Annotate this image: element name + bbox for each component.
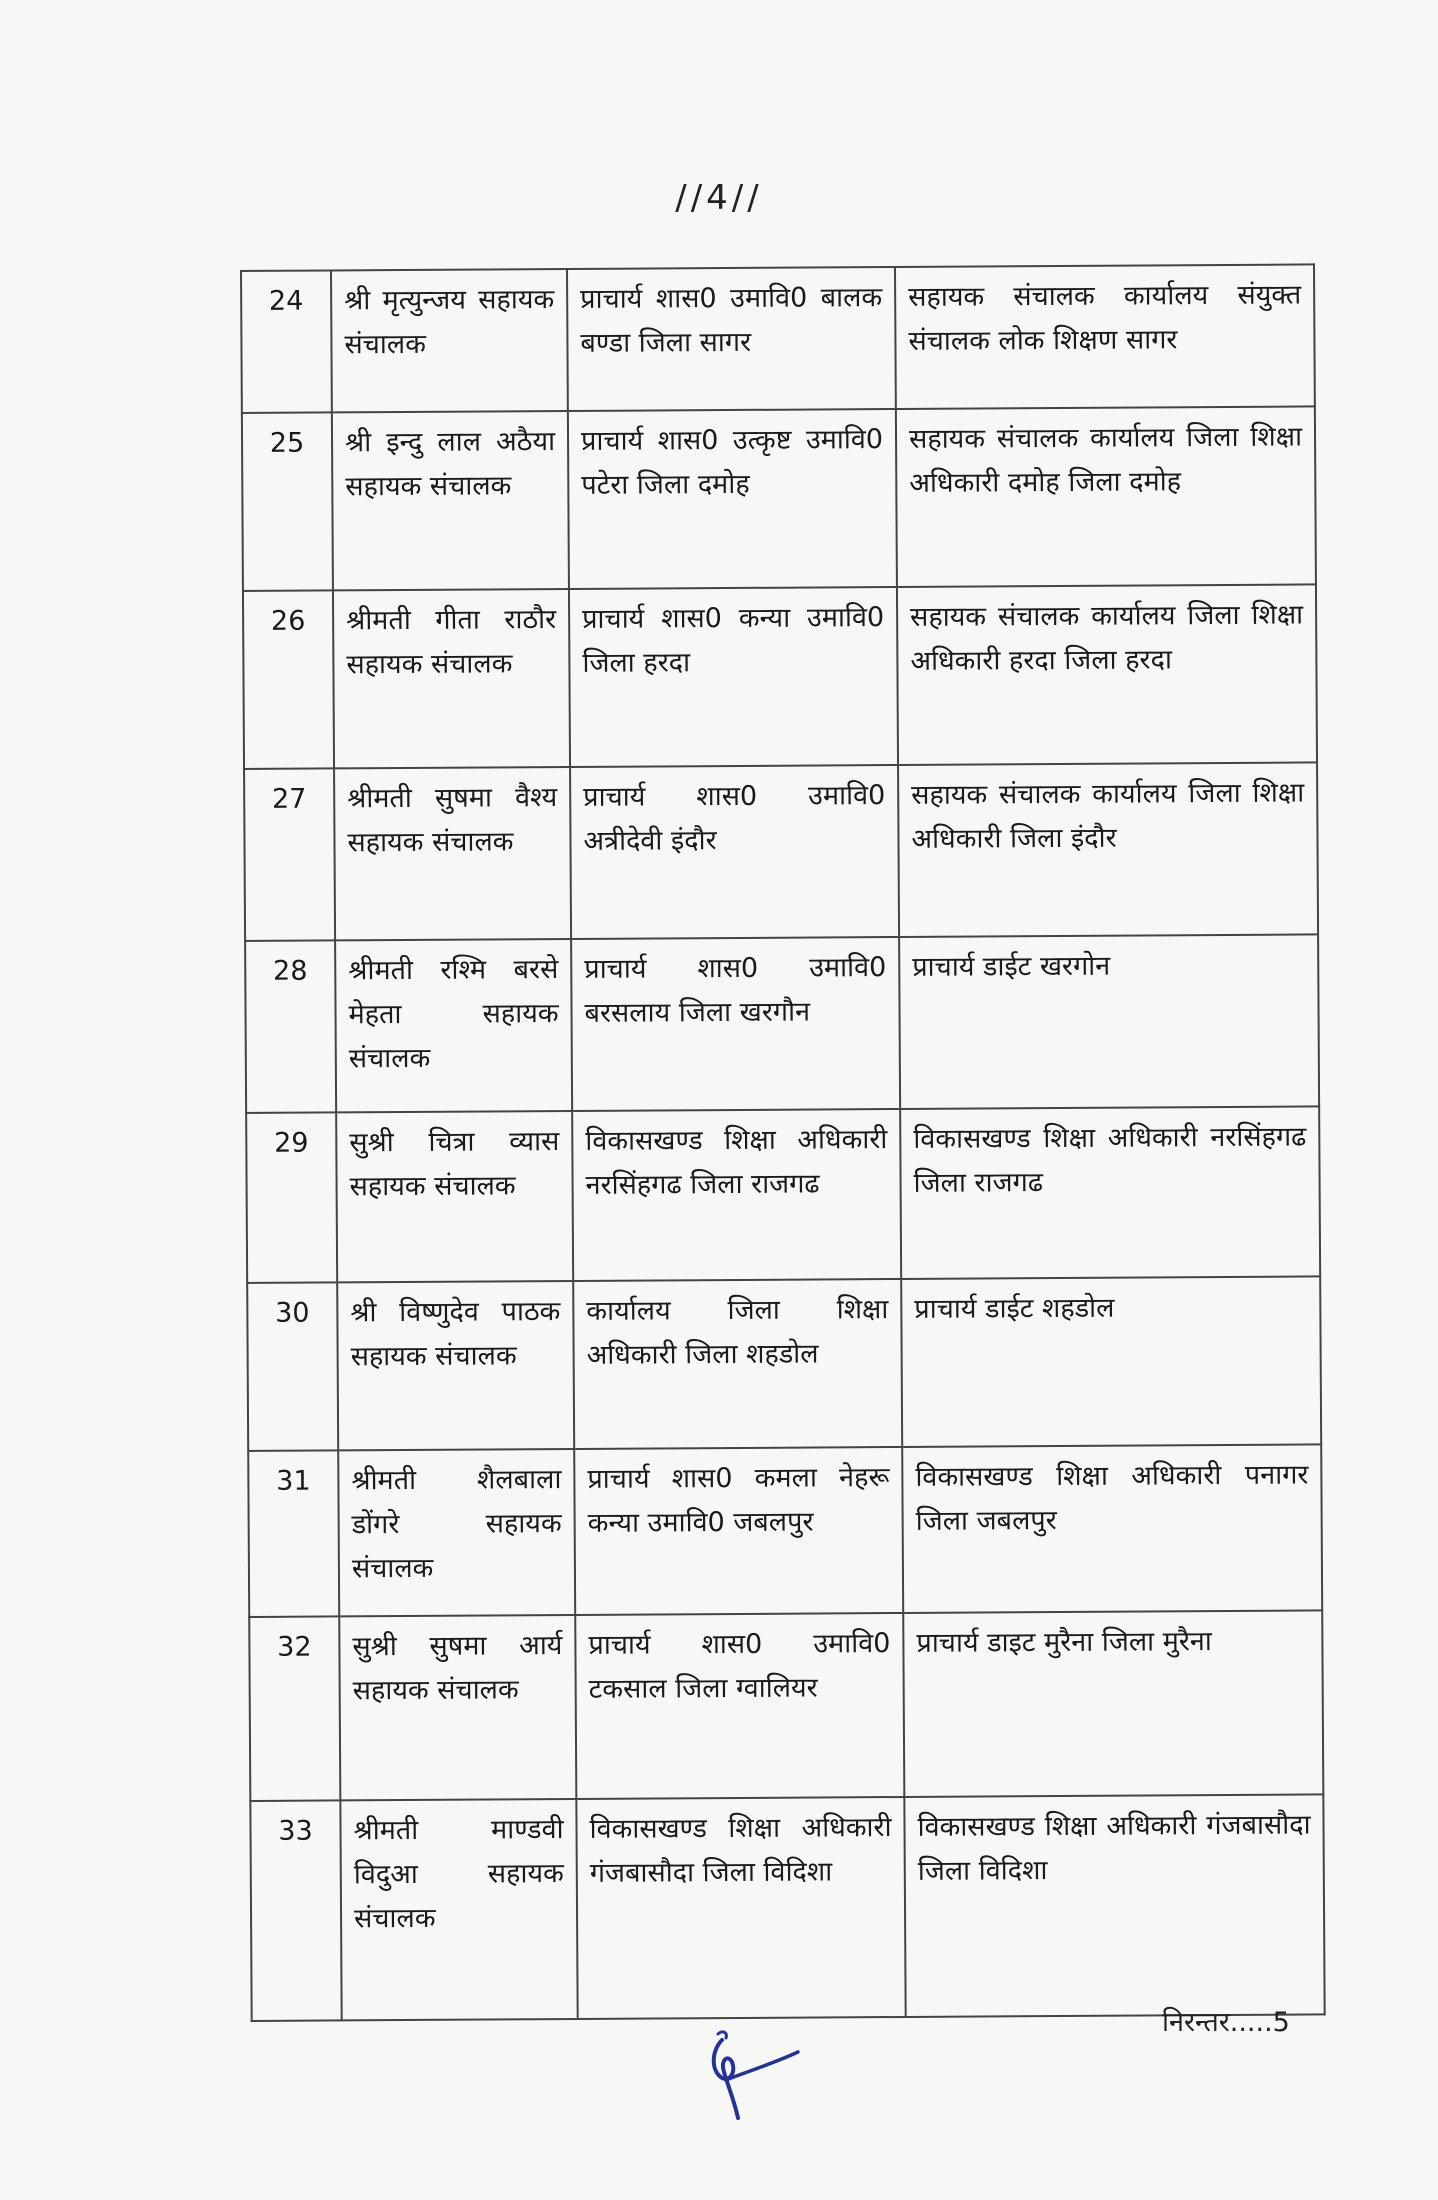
serial-number: 24: [241, 270, 332, 413]
serial-number: 29: [246, 1112, 337, 1283]
new-posting: प्राचार्य डाईट शहडोल: [901, 1276, 1321, 1447]
current-posting: प्राचार्य शास0 उमावि0 बरसलाय जिला खरगौन: [571, 937, 900, 1111]
new-posting: सहायक संचालक कार्यालय जिला शिक्षा अधिकारी जिला इंदौर: [898, 762, 1318, 937]
table-row: [245, 934, 1319, 1113]
officer-name: सुश्री सुषमा आर्य सहायक संचालक: [339, 1615, 576, 1800]
current-posting: कार्यालय जिला शिक्षा अधिकारी जिला शहडोल: [573, 1279, 902, 1449]
new-posting: विकासखण्ड शिक्षा अधिकारी नरसिंहगढ जिला राजगढ: [900, 1106, 1320, 1279]
officer-name: श्रीमती सुषमा वैश्य सहायक संचालक: [334, 767, 571, 940]
officer-name: श्रीमती शैलबाला डोंगरे सहायक संचालक: [338, 1449, 575, 1616]
table-row: [247, 1276, 1321, 1451]
officer-name: श्रीमती गीता राठौर सहायक संचालक: [333, 589, 570, 768]
officer-name: श्री इन्दु लाल अठैया सहायक संचालक: [332, 411, 569, 590]
new-posting: सहायक संचालक कार्यालय जिला शिक्षा अधिकारी हरदा जिला हरदा: [897, 584, 1317, 765]
serial-number: 28: [245, 940, 336, 1113]
table-row: [243, 584, 1317, 769]
current-posting: प्राचार्य शास0 कमला नेहरू कन्या उमावि0 जबलपुर: [574, 1447, 903, 1615]
continued-note: निरन्तर.....5: [1162, 2007, 1290, 2038]
transfer-table: [240, 263, 1326, 2022]
serial-number: 32: [249, 1616, 340, 1801]
officer-name: सुश्री चित्रा व्यास सहायक संचालक: [336, 1111, 573, 1282]
current-posting: प्राचार्य शास0 उमावि0 टकसाल जिला ग्वालियर: [575, 1613, 904, 1799]
table-row: [246, 1106, 1320, 1283]
new-posting: विकासखण्ड शिक्षा अधिकारी पनागर जिला जबलपुर: [902, 1444, 1322, 1613]
table-row: [249, 1610, 1323, 1801]
table-row: [250, 1794, 1324, 2021]
serial-number: 27: [244, 768, 335, 941]
new-posting: सहायक संचालक कार्यालय संयुक्त संचालक लोक शिक्षण सागर: [895, 264, 1315, 409]
serial-number: 31: [248, 1450, 339, 1617]
table-row: [244, 762, 1318, 941]
serial-number: 26: [243, 590, 334, 769]
serial-number: 25: [242, 412, 333, 591]
officer-name: श्रीमती माण्डवी विदुआ सहायक संचालक: [340, 1799, 577, 2020]
table-row: [248, 1444, 1322, 1617]
current-posting: प्राचार्य शास0 उमावि0 बालक बण्डा जिला सागर: [567, 267, 896, 411]
current-posting: प्राचार्य शास0 उत्कृष्ट उमावि0 पटेरा जिला दमोह: [568, 409, 897, 589]
signature-mark: [700, 2020, 810, 2120]
new-posting: प्राचार्य डाइट मुरैना जिला मुरैना: [903, 1610, 1323, 1797]
serial-number: 30: [247, 1282, 338, 1451]
current-posting: प्राचार्य शास0 उमावि0 अत्रीदेवी इंदौर: [570, 765, 899, 939]
officer-name: श्री विष्णुदेव पाठक सहायक संचालक: [337, 1281, 574, 1450]
new-posting: विकासखण्ड शिक्षा अधिकारी गंजबासौदा जिला विदिशा: [904, 1794, 1324, 2017]
officer-name: श्रीमती रश्मि बरसे मेहता सहायक संचालक: [335, 939, 572, 1112]
officer-name: श्री मृत्युन्जय सहायक संचालक: [331, 269, 568, 412]
serial-number: 33: [250, 1800, 341, 2021]
new-posting: प्राचार्य डाईट खरगोन: [899, 934, 1319, 1109]
new-posting: सहायक संचालक कार्यालय जिला शिक्षा अधिकारी दमोह जिला दमोह: [896, 406, 1316, 587]
current-posting: प्राचार्य शास0 कन्या उमावि0 जिला हरदा: [569, 587, 898, 767]
table-row: [241, 264, 1315, 413]
page-number: //4//: [675, 178, 763, 218]
table-row: [242, 406, 1316, 591]
current-posting: विकासखण्ड शिक्षा अधिकारी गंजबासौदा जिला विदिशा: [576, 1797, 905, 2019]
current-posting: विकासखण्ड शिक्षा अधिकारी नरसिंहगढ जिला राजगढ: [572, 1109, 901, 1281]
